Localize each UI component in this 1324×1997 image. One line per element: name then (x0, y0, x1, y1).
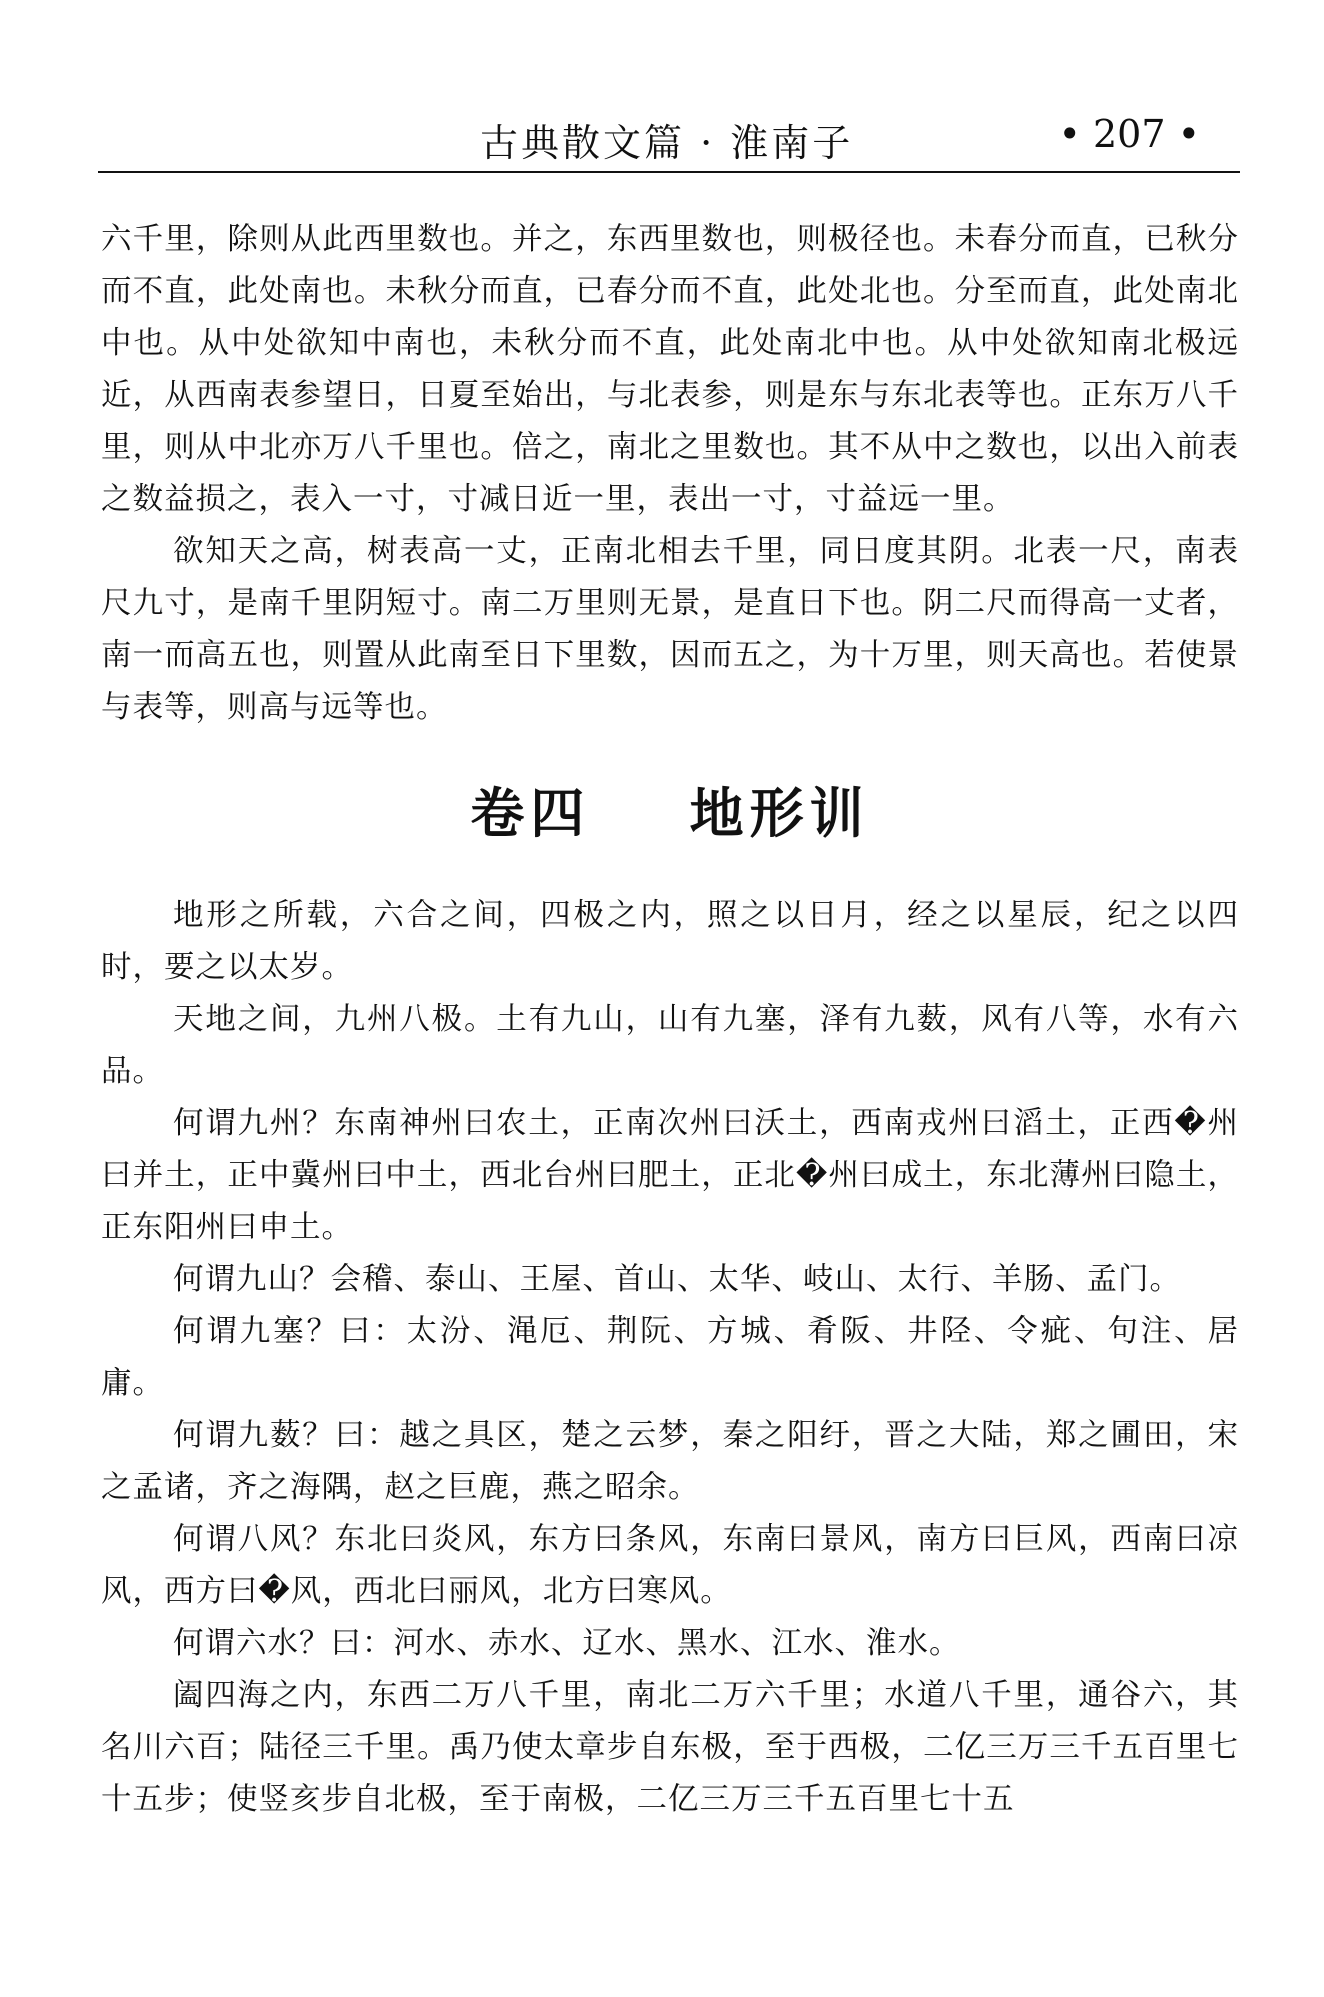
paragraph-continued: 六千里，除则从此西里数也。并之，东西里数也，则极径也。未春分而直，已秋分而不直，此处南也。未秋分而直，已春分而不直，此处北也。分至而直，此处南北中也。从中处欲知中南也，未秋分而不直，此处南北中也。从中处欲知南北极远近，从西南表参望日，日夏至始出，与北表参，则是东与东北表等也。正东万八千里，则从中北亦万八千里也。倍之，南北之里数也。其不从中之数也，以出入前表之数益损之，表入一寸，寸减日近一里，表出一寸，寸益远一里。 (101, 222, 1239, 517)
header-rule (98, 171, 1240, 173)
paragraph-four-seas: 阖四海之内，东西二万八千里，南北二万六千里；水道八千里，通谷六，其名川六百；陆径三千里。禹乃使太章步自东极，至于西极，二亿三万三千五百里七十五步；使竖亥步自北极，至于南极，二亿三万三千五百里七十五 (101, 1678, 1239, 1817)
paragraph-heaven-height: 欲知天之高，树表高一丈，正南北相去千里，同日度其阴。北表一尺，南表尺九寸，是南千里阴短寸。南二万里则无景，是直日下也。阴二尺而得高一丈者，南一而高五也，则置从此南至日下里数，因而五之，为十万里，则天高也。若使景与表等，则高与远等也。 (101, 534, 1239, 725)
paragraph-dixing-intro: 地形之所载，六合之间，四极之内，照之以日月，经之以星辰，纪之以四时，要之以太岁。 (101, 898, 1239, 985)
page-body (101, 214, 1239, 1826)
paragraph-nine-marshes: 何谓九薮？曰：越之具区，楚之云梦，秦之阳纡，晋之大陆，郑之圃田，宋之孟诸，齐之海隅，赵之巨鹿，燕之昭余。 (101, 1418, 1239, 1505)
paragraph-nine-provinces: 何谓九州？东南神州曰农土，正南次州曰沃土，西南戎州曰滔土，正西�州曰并土，正中冀州曰中土，西北台州曰肥土，正北�州曰成土，东北薄州曰隐土，正东阳州曰申土。 (101, 1106, 1239, 1245)
paragraph-six-rivers: 何谓六水？曰：河水、赤水、辽水、黑水、江水、淮水。 (173, 1626, 961, 1661)
paragraph-nine-mountains: 何谓九山？会稽、泰山、王屋、首山、太华、岐山、太行、羊肠、孟门。 (173, 1262, 1181, 1297)
paragraph-nine-regions-overview: 天地之间，九州八极。土有九山，山有九塞，泽有九薮，风有八等，水有六品。 (101, 1002, 1239, 1089)
chapter-heading: 卷四 地形训 (470, 782, 870, 845)
header-title: 古典散文篇 · 淮南子 (480, 121, 854, 165)
page-number: • 207 • (1058, 112, 1200, 156)
paragraph-nine-passes: 何谓九塞？曰：太汾、渑厄、荆阮、方城、肴阪、井陉、令疵、句注、居庸。 (101, 1314, 1239, 1401)
running-header (100, 112, 1240, 164)
paragraph-eight-winds: 何谓八风？东北曰炎风，东方曰条风，东南曰景风，南方曰巨风，西南曰凉风，西方曰�风，西北曰丽风，北方曰寒风。 (101, 1522, 1239, 1609)
